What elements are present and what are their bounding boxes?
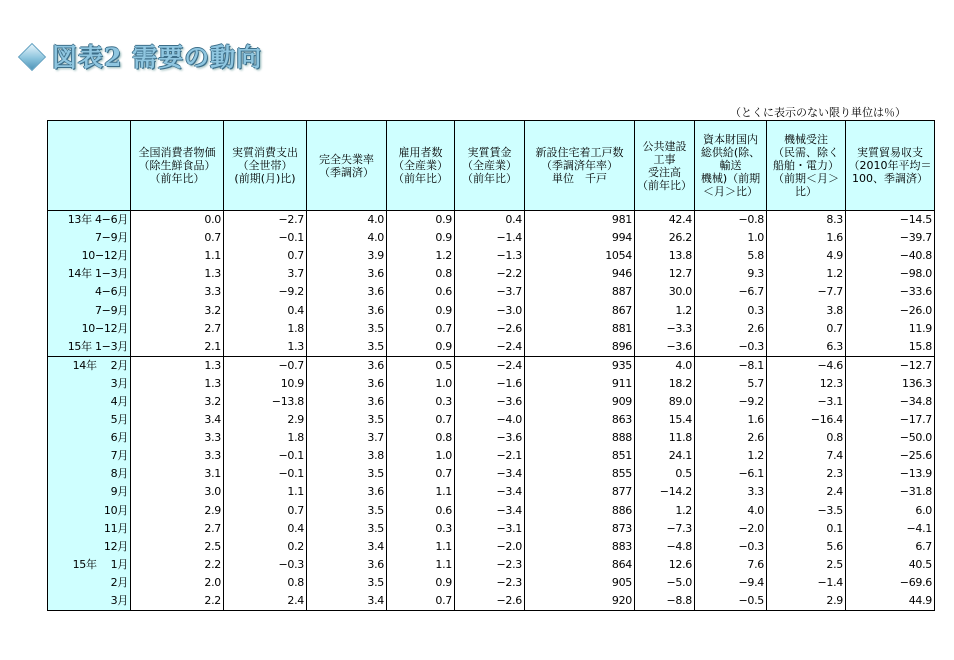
table-cell: −2.6	[455, 320, 525, 338]
table-cell: −0.1	[224, 447, 307, 465]
row-label: 6月	[48, 429, 131, 447]
table-cell: 0.4	[224, 520, 307, 538]
table-row	[48, 283, 935, 301]
table-cell: 7.6	[695, 556, 767, 574]
table-cell: −12.7	[846, 356, 935, 375]
table-cell: 1.2	[767, 265, 846, 283]
table-cell: 2.9	[224, 411, 307, 429]
table-cell: 1.3	[224, 338, 307, 357]
table-cell: 1.1	[387, 483, 455, 501]
table-cell: −1.3	[455, 247, 525, 265]
table-row	[48, 483, 935, 501]
table-cell: 0.1	[767, 520, 846, 538]
table-cell: 0.7	[767, 320, 846, 338]
table-cell: −13.8	[224, 393, 307, 411]
table-cell: 863	[525, 411, 635, 429]
table-cell: 3.2	[131, 393, 224, 411]
table-cell: −69.6	[846, 574, 935, 592]
table-cell: −1.4	[455, 229, 525, 247]
table-cell: 3.5	[307, 520, 387, 538]
row-label: 5月	[48, 411, 131, 429]
table-cell: 3.6	[307, 393, 387, 411]
table-cell: 10.9	[224, 375, 307, 393]
table-cell: 3.4	[307, 538, 387, 556]
table-cell: −7.7	[767, 283, 846, 301]
table-cell: 0.0	[131, 211, 224, 230]
column-header: 雇用者数 （全産業） （前年比）	[387, 121, 455, 211]
table-cell: 12.6	[635, 556, 695, 574]
table-cell: 0.6	[387, 502, 455, 520]
row-label: 14年 1−3月	[48, 265, 131, 283]
column-header: 全国消費者物価 （除生鮮食品） （前年比）	[131, 121, 224, 211]
table-cell: −3.1	[455, 520, 525, 538]
table-cell: −0.7	[224, 356, 307, 375]
table-cell: −4.8	[635, 538, 695, 556]
table-cell: 1.3	[131, 375, 224, 393]
table-cell: 886	[525, 502, 635, 520]
table-cell: 0.3	[695, 301, 767, 319]
table-row	[48, 393, 935, 411]
table-cell: 42.4	[635, 211, 695, 230]
table-cell: 2.5	[767, 556, 846, 574]
row-label: 4月	[48, 393, 131, 411]
table-cell: 15.8	[846, 338, 935, 357]
table-cell: −2.3	[455, 556, 525, 574]
table-cell: −39.7	[846, 229, 935, 247]
table-cell: 3.8	[307, 447, 387, 465]
table-cell: −0.8	[695, 211, 767, 230]
row-label: 11月	[48, 520, 131, 538]
table-cell: −0.1	[224, 229, 307, 247]
table-cell: 2.4	[767, 483, 846, 501]
table-cell: 0.2	[224, 538, 307, 556]
table-cell: −0.3	[695, 538, 767, 556]
table-cell: −2.7	[224, 211, 307, 230]
table-cell: −3.4	[455, 483, 525, 501]
table-cell: 3.2	[131, 301, 224, 319]
table-cell: 877	[525, 483, 635, 501]
table-cell: −8.8	[635, 592, 695, 611]
table-row	[48, 429, 935, 447]
row-label: 10−12月	[48, 247, 131, 265]
table-row	[48, 229, 935, 247]
table-cell: 4.0	[307, 211, 387, 230]
table-row	[48, 247, 935, 265]
table-cell: 2.0	[131, 574, 224, 592]
table-cell: 881	[525, 320, 635, 338]
table-cell: 0.8	[224, 574, 307, 592]
page-title: 図表2 需要の動向	[52, 43, 263, 72]
column-header: 機械受注 （民需、除く 船舶・電力） （前期＜月＞ 比）	[767, 121, 846, 211]
table-cell: 1.1	[387, 538, 455, 556]
table-cell: 3.3	[131, 447, 224, 465]
table-cell: −3.4	[455, 465, 525, 483]
row-label: 2月	[48, 574, 131, 592]
table-cell: 3.1	[131, 465, 224, 483]
row-label: 12月	[48, 538, 131, 556]
table-cell: 3.0	[131, 483, 224, 501]
table-cell: 18.2	[635, 375, 695, 393]
table-cell: 4.0	[695, 502, 767, 520]
table-cell: −2.0	[455, 538, 525, 556]
table-row	[48, 592, 935, 611]
table-cell: −2.6	[455, 592, 525, 611]
table-cell: −25.6	[846, 447, 935, 465]
table-cell: 1.2	[635, 502, 695, 520]
table-cell: −98.0	[846, 265, 935, 283]
table-cell: −8.1	[695, 356, 767, 375]
table-cell: 873	[525, 520, 635, 538]
table-cell: 1.1	[131, 247, 224, 265]
table-cell: 0.4	[224, 301, 307, 319]
column-header: 実質貿易収支 （2010年平均＝ 100、季調済）	[846, 121, 935, 211]
table-cell: 3.4	[131, 411, 224, 429]
table-cell: 0.3	[387, 520, 455, 538]
table-cell: 887	[525, 283, 635, 301]
table-cell: 2.9	[131, 502, 224, 520]
table-cell: 855	[525, 465, 635, 483]
table-cell: 1.0	[695, 229, 767, 247]
column-header: 資本財国内 総供給(除、 輸送 機械)（前期 ＜月＞比）	[695, 121, 767, 211]
table-cell: 0.3	[387, 393, 455, 411]
table-cell: 0.9	[387, 229, 455, 247]
table-cell: 0.7	[387, 411, 455, 429]
table-cell: 2.7	[131, 520, 224, 538]
table-cell: 3.3	[131, 429, 224, 447]
table-cell: 3.5	[307, 574, 387, 592]
table-cell: 981	[525, 211, 635, 230]
table-cell: −50.0	[846, 429, 935, 447]
table-cell: −2.1	[455, 447, 525, 465]
table-cell: 30.0	[635, 283, 695, 301]
column-header: 完全失業率 （季調済）	[307, 121, 387, 211]
table-cell: −4.0	[455, 411, 525, 429]
table-cell: −2.4	[455, 338, 525, 357]
table-cell: −0.3	[224, 556, 307, 574]
table-cell: 9.3	[695, 265, 767, 283]
table-row	[48, 556, 935, 574]
row-label: 13年 4−6月	[48, 211, 131, 230]
table-cell: 2.2	[131, 556, 224, 574]
table-cell: −3.3	[635, 320, 695, 338]
column-header	[48, 121, 131, 211]
table-cell: 0.6	[387, 283, 455, 301]
table-cell: 3.4	[307, 592, 387, 611]
table-cell: 11.8	[635, 429, 695, 447]
table-cell: 0.9	[387, 211, 455, 230]
table-cell: 3.6	[307, 265, 387, 283]
table-cell: 3.5	[307, 411, 387, 429]
table-cell: 3.5	[307, 320, 387, 338]
table-cell: −6.1	[695, 465, 767, 483]
table-cell: 4.0	[307, 229, 387, 247]
table-cell: 0.9	[387, 301, 455, 319]
table-cell: 89.0	[635, 393, 695, 411]
table-cell: 1054	[525, 247, 635, 265]
row-label: 8月	[48, 465, 131, 483]
table-cell: −1.6	[455, 375, 525, 393]
table-cell: 1.1	[387, 556, 455, 574]
table-row	[48, 502, 935, 520]
table-cell: 3.5	[307, 465, 387, 483]
table-cell: 0.7	[131, 229, 224, 247]
table-cell: −13.9	[846, 465, 935, 483]
table-cell: 7.4	[767, 447, 846, 465]
table-cell: 905	[525, 574, 635, 592]
table-cell: 3.5	[307, 338, 387, 357]
table-cell: 0.5	[635, 465, 695, 483]
page-header	[18, 36, 262, 76]
table-cell: 0.7	[224, 247, 307, 265]
table-cell: −3.6	[635, 338, 695, 357]
table-cell: −14.5	[846, 211, 935, 230]
diamond-icon	[18, 43, 44, 69]
table-cell: 3.8	[767, 301, 846, 319]
table-cell: 2.3	[767, 465, 846, 483]
table-cell: −31.8	[846, 483, 935, 501]
table-cell: 3.3	[131, 283, 224, 301]
table-cell: −9.4	[695, 574, 767, 592]
table-cell: 946	[525, 265, 635, 283]
row-label: 7−9月	[48, 229, 131, 247]
table-cell: 1.8	[224, 429, 307, 447]
table-cell: 4.0	[635, 356, 695, 375]
table-cell: −7.3	[635, 520, 695, 538]
table-row	[48, 320, 935, 338]
table-cell: 867	[525, 301, 635, 319]
table-cell: −34.8	[846, 393, 935, 411]
table-cell: 911	[525, 375, 635, 393]
table-cell: 1.8	[224, 320, 307, 338]
column-header: 新設住宅着工戸数 （季調済年率） 単位 千戸	[525, 121, 635, 211]
table-cell: 1.0	[387, 447, 455, 465]
table-cell: 0.7	[387, 465, 455, 483]
table-cell: 851	[525, 447, 635, 465]
row-label: 3月	[48, 375, 131, 393]
table-cell: 2.6	[695, 320, 767, 338]
table-cell: 40.5	[846, 556, 935, 574]
table-body	[48, 211, 935, 611]
table-cell: −3.6	[455, 393, 525, 411]
table-cell: 15.4	[635, 411, 695, 429]
table-cell: 994	[525, 229, 635, 247]
table-row	[48, 211, 935, 230]
table-cell: 1.2	[635, 301, 695, 319]
table-cell: −14.2	[635, 483, 695, 501]
table-cell: −1.4	[767, 574, 846, 592]
table-cell: −26.0	[846, 301, 935, 319]
table-cell: −0.3	[695, 338, 767, 357]
row-label: 7月	[48, 447, 131, 465]
table-cell: 11.9	[846, 320, 935, 338]
table-row	[48, 356, 935, 375]
table-cell: −33.6	[846, 283, 935, 301]
table-cell: −3.7	[455, 283, 525, 301]
table-cell: 26.2	[635, 229, 695, 247]
table-cell: −2.0	[695, 520, 767, 538]
table-cell: −5.0	[635, 574, 695, 592]
table-cell: 864	[525, 556, 635, 574]
table-cell: −2.2	[455, 265, 525, 283]
table-cell: 44.9	[846, 592, 935, 611]
table-row	[48, 301, 935, 319]
table-cell: 883	[525, 538, 635, 556]
table-cell: −0.5	[695, 592, 767, 611]
header-row	[48, 121, 935, 211]
table-cell: 0.9	[387, 574, 455, 592]
table-cell: 0.7	[224, 502, 307, 520]
table-cell: −2.4	[455, 356, 525, 375]
table-cell: 0.8	[767, 429, 846, 447]
row-label: 15年 1−3月	[48, 338, 131, 357]
table-cell: 6.3	[767, 338, 846, 357]
row-label: 3月	[48, 592, 131, 611]
column-header: 実質消費支出 （全世帯） (前期(月)比)	[224, 121, 307, 211]
table-cell: −3.6	[455, 429, 525, 447]
table-cell: 3.5	[307, 502, 387, 520]
table-cell: 3.7	[224, 265, 307, 283]
table-cell: 2.6	[695, 429, 767, 447]
table-row	[48, 375, 935, 393]
table-cell: −40.8	[846, 247, 935, 265]
column-header: 実質賃金 （全産業） （前年比）	[455, 121, 525, 211]
table-cell: 24.1	[635, 447, 695, 465]
table-cell: 0.8	[387, 429, 455, 447]
table-cell: 3.6	[307, 556, 387, 574]
table-cell: 2.2	[131, 592, 224, 611]
table-cell: 5.8	[695, 247, 767, 265]
table-row	[48, 447, 935, 465]
table-row	[48, 265, 935, 283]
table-cell: 0.7	[387, 320, 455, 338]
row-label: 4−6月	[48, 283, 131, 301]
table-cell: −4.6	[767, 356, 846, 375]
table-cell: 1.2	[387, 247, 455, 265]
table-cell: −9.2	[224, 283, 307, 301]
table-cell: 136.3	[846, 375, 935, 393]
table-row	[48, 465, 935, 483]
table-cell: −6.7	[695, 283, 767, 301]
table-row	[48, 574, 935, 592]
row-label: 7−9月	[48, 301, 131, 319]
table-cell: 1.6	[767, 229, 846, 247]
row-label: 10−12月	[48, 320, 131, 338]
unit-note: （とくに表示のない限り単位は％）	[730, 106, 906, 119]
table-cell: −9.2	[695, 393, 767, 411]
table-row	[48, 538, 935, 556]
table-cell: 4.9	[767, 247, 846, 265]
table-cell: 2.1	[131, 338, 224, 357]
table-cell: −3.1	[767, 393, 846, 411]
table-cell: 0.4	[455, 211, 525, 230]
table-cell: 3.6	[307, 356, 387, 375]
row-label: 14年 2月	[48, 356, 131, 375]
table-cell: 5.7	[695, 375, 767, 393]
column-header: 公共建設 工事 受注高 （前年比）	[635, 121, 695, 211]
table-cell: −3.4	[455, 502, 525, 520]
table-cell: −3.5	[767, 502, 846, 520]
table-cell: 1.0	[387, 375, 455, 393]
table-cell: 5.6	[767, 538, 846, 556]
table-row	[48, 338, 935, 357]
table-cell: 1.3	[131, 356, 224, 375]
table-cell: −4.1	[846, 520, 935, 538]
table-cell: −0.1	[224, 465, 307, 483]
table-cell: 2.5	[131, 538, 224, 556]
table-cell: 888	[525, 429, 635, 447]
table-row	[48, 520, 935, 538]
demand-table	[47, 120, 935, 611]
table-cell: 2.4	[224, 592, 307, 611]
table-cell: 2.9	[767, 592, 846, 611]
table-cell: −2.3	[455, 574, 525, 592]
table-cell: 13.8	[635, 247, 695, 265]
table-cell: 0.8	[387, 265, 455, 283]
row-label: 15年 1月	[48, 556, 131, 574]
table-cell: 1.2	[695, 447, 767, 465]
table-cell: 1.6	[695, 411, 767, 429]
table-cell: 1.1	[224, 483, 307, 501]
table-cell: 3.3	[695, 483, 767, 501]
table-cell: 6.7	[846, 538, 935, 556]
row-label: 9月	[48, 483, 131, 501]
table-cell: 3.6	[307, 375, 387, 393]
table-cell: 909	[525, 393, 635, 411]
table-cell: 3.6	[307, 483, 387, 501]
table-cell: −17.7	[846, 411, 935, 429]
table-cell: 12.7	[635, 265, 695, 283]
table-cell: 3.7	[307, 429, 387, 447]
table-cell: −16.4	[767, 411, 846, 429]
table-cell: 0.7	[387, 592, 455, 611]
table-cell: 1.3	[131, 265, 224, 283]
table-cell: 3.6	[307, 301, 387, 319]
table-cell: 8.3	[767, 211, 846, 230]
table-cell: 3.6	[307, 283, 387, 301]
table-cell: −3.0	[455, 301, 525, 319]
table-cell: 2.7	[131, 320, 224, 338]
table-row	[48, 411, 935, 429]
table-cell: 12.3	[767, 375, 846, 393]
table-cell: 896	[525, 338, 635, 357]
table-cell: 6.0	[846, 502, 935, 520]
table-cell: 935	[525, 356, 635, 375]
table-cell: 0.5	[387, 356, 455, 375]
row-label: 10月	[48, 502, 131, 520]
table-cell: 920	[525, 592, 635, 611]
table-cell: 0.9	[387, 338, 455, 357]
table-cell: 3.9	[307, 247, 387, 265]
